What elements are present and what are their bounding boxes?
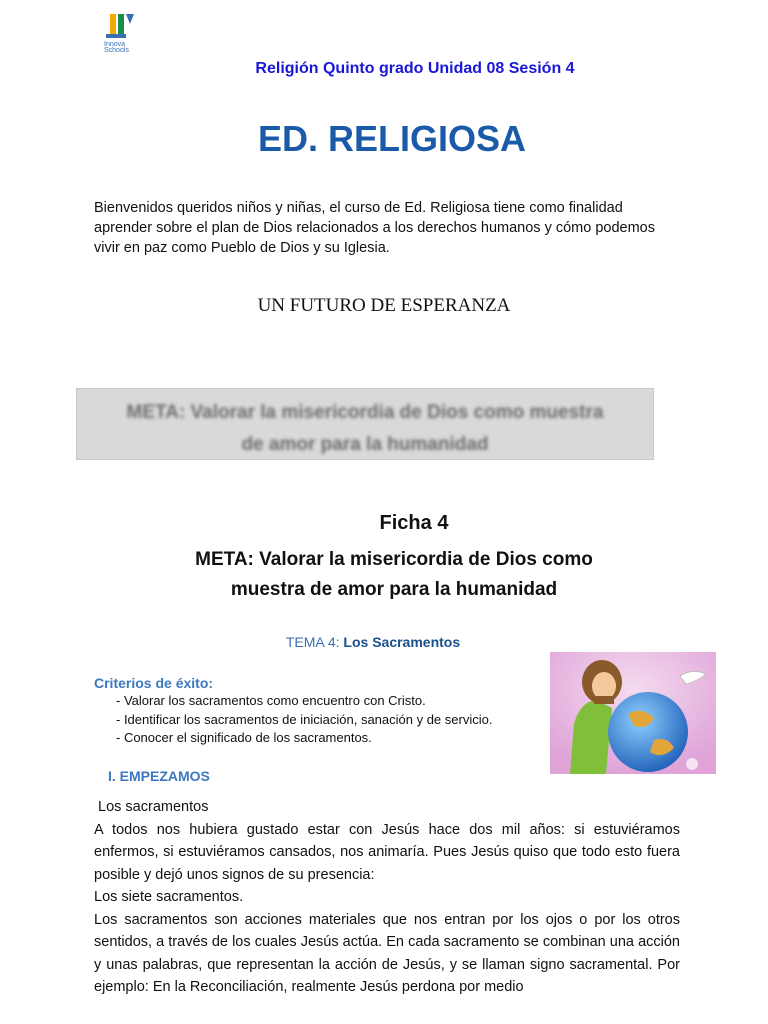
criterios-list — [116, 692, 492, 748]
ficha-heading: Ficha 4 — [379, 512, 449, 534]
body-text — [94, 796, 680, 999]
tema-name: Los Sacramentos — [343, 634, 461, 650]
meta-heading: META: Valorar la misericordia de Dios como muestra de amor para la humanidad — [195, 549, 593, 600]
list-item: - Conocer el significado de los sacramentos. — [116, 730, 372, 745]
empezamos-heading: I. EMPEZAMOS — [108, 768, 210, 784]
body-paragraph: Los sacramentos son acciones materiales que nos entran por los ojos o por los otros sentidos, a través de los cuales Jesús actúa. En cada sacramento se combinan una acción y unas palabras, que representan la acción de Jesús, y se llaman signo sacramental. Por ejemplo: En la Reconciliación, realmente Jesús perdona por medio — [94, 911, 680, 995]
logo-mark-icon — [100, 12, 144, 42]
tema-heading — [0, 634, 746, 650]
jesus-globe-illustration — [550, 652, 716, 774]
page-title: ED. RELIGIOSA — [257, 118, 527, 159]
tema-prefix: TEMA 4: — [285, 634, 344, 650]
list-item: - Identificar los sacramentos de iniciación, sanación y de servicio. — [116, 711, 493, 727]
body-paragraph: Los sacramentos — [94, 799, 209, 815]
blurred-meta-banner — [76, 388, 654, 460]
school-logo — [100, 12, 144, 56]
intro-paragraph: Bienvenidos queridos niños y niñas, el curso de Ed. Religiosa tiene como finalidad aprender sobre el plan de Dios relacionados a los derechos humanos y cómo podemos vivir en paz como Pueblo de Dios y su Iglesia. — [94, 200, 655, 256]
logo-text: Innova Schools — [104, 41, 129, 54]
criterios-heading: Criterios de éxito: — [94, 675, 214, 691]
subject-line: Religión Quinto grado Unidad 08 Sesión 4 — [255, 60, 575, 77]
blurred-meta-text: META: Valorar la misericordia de Dios como muestra de amor para la humanidad — [126, 402, 604, 455]
body-paragraph: Los siete sacramentos. — [94, 889, 244, 905]
unit-title: UN FUTURO DE ESPERANZA — [257, 295, 511, 316]
illustration-icon — [550, 652, 716, 774]
list-item: - Valorar los sacramentos como encuentro con Cristo. — [116, 693, 426, 708]
body-paragraph: A todos nos hubiera gustado estar con Jesús hace dos mil años: si estuviéramos enfermos, si estuviéramos cansados, nos animaría. Pues Jesús quiso que todo esto fuera posible y dejó unos signos de su presencia: — [94, 821, 680, 883]
